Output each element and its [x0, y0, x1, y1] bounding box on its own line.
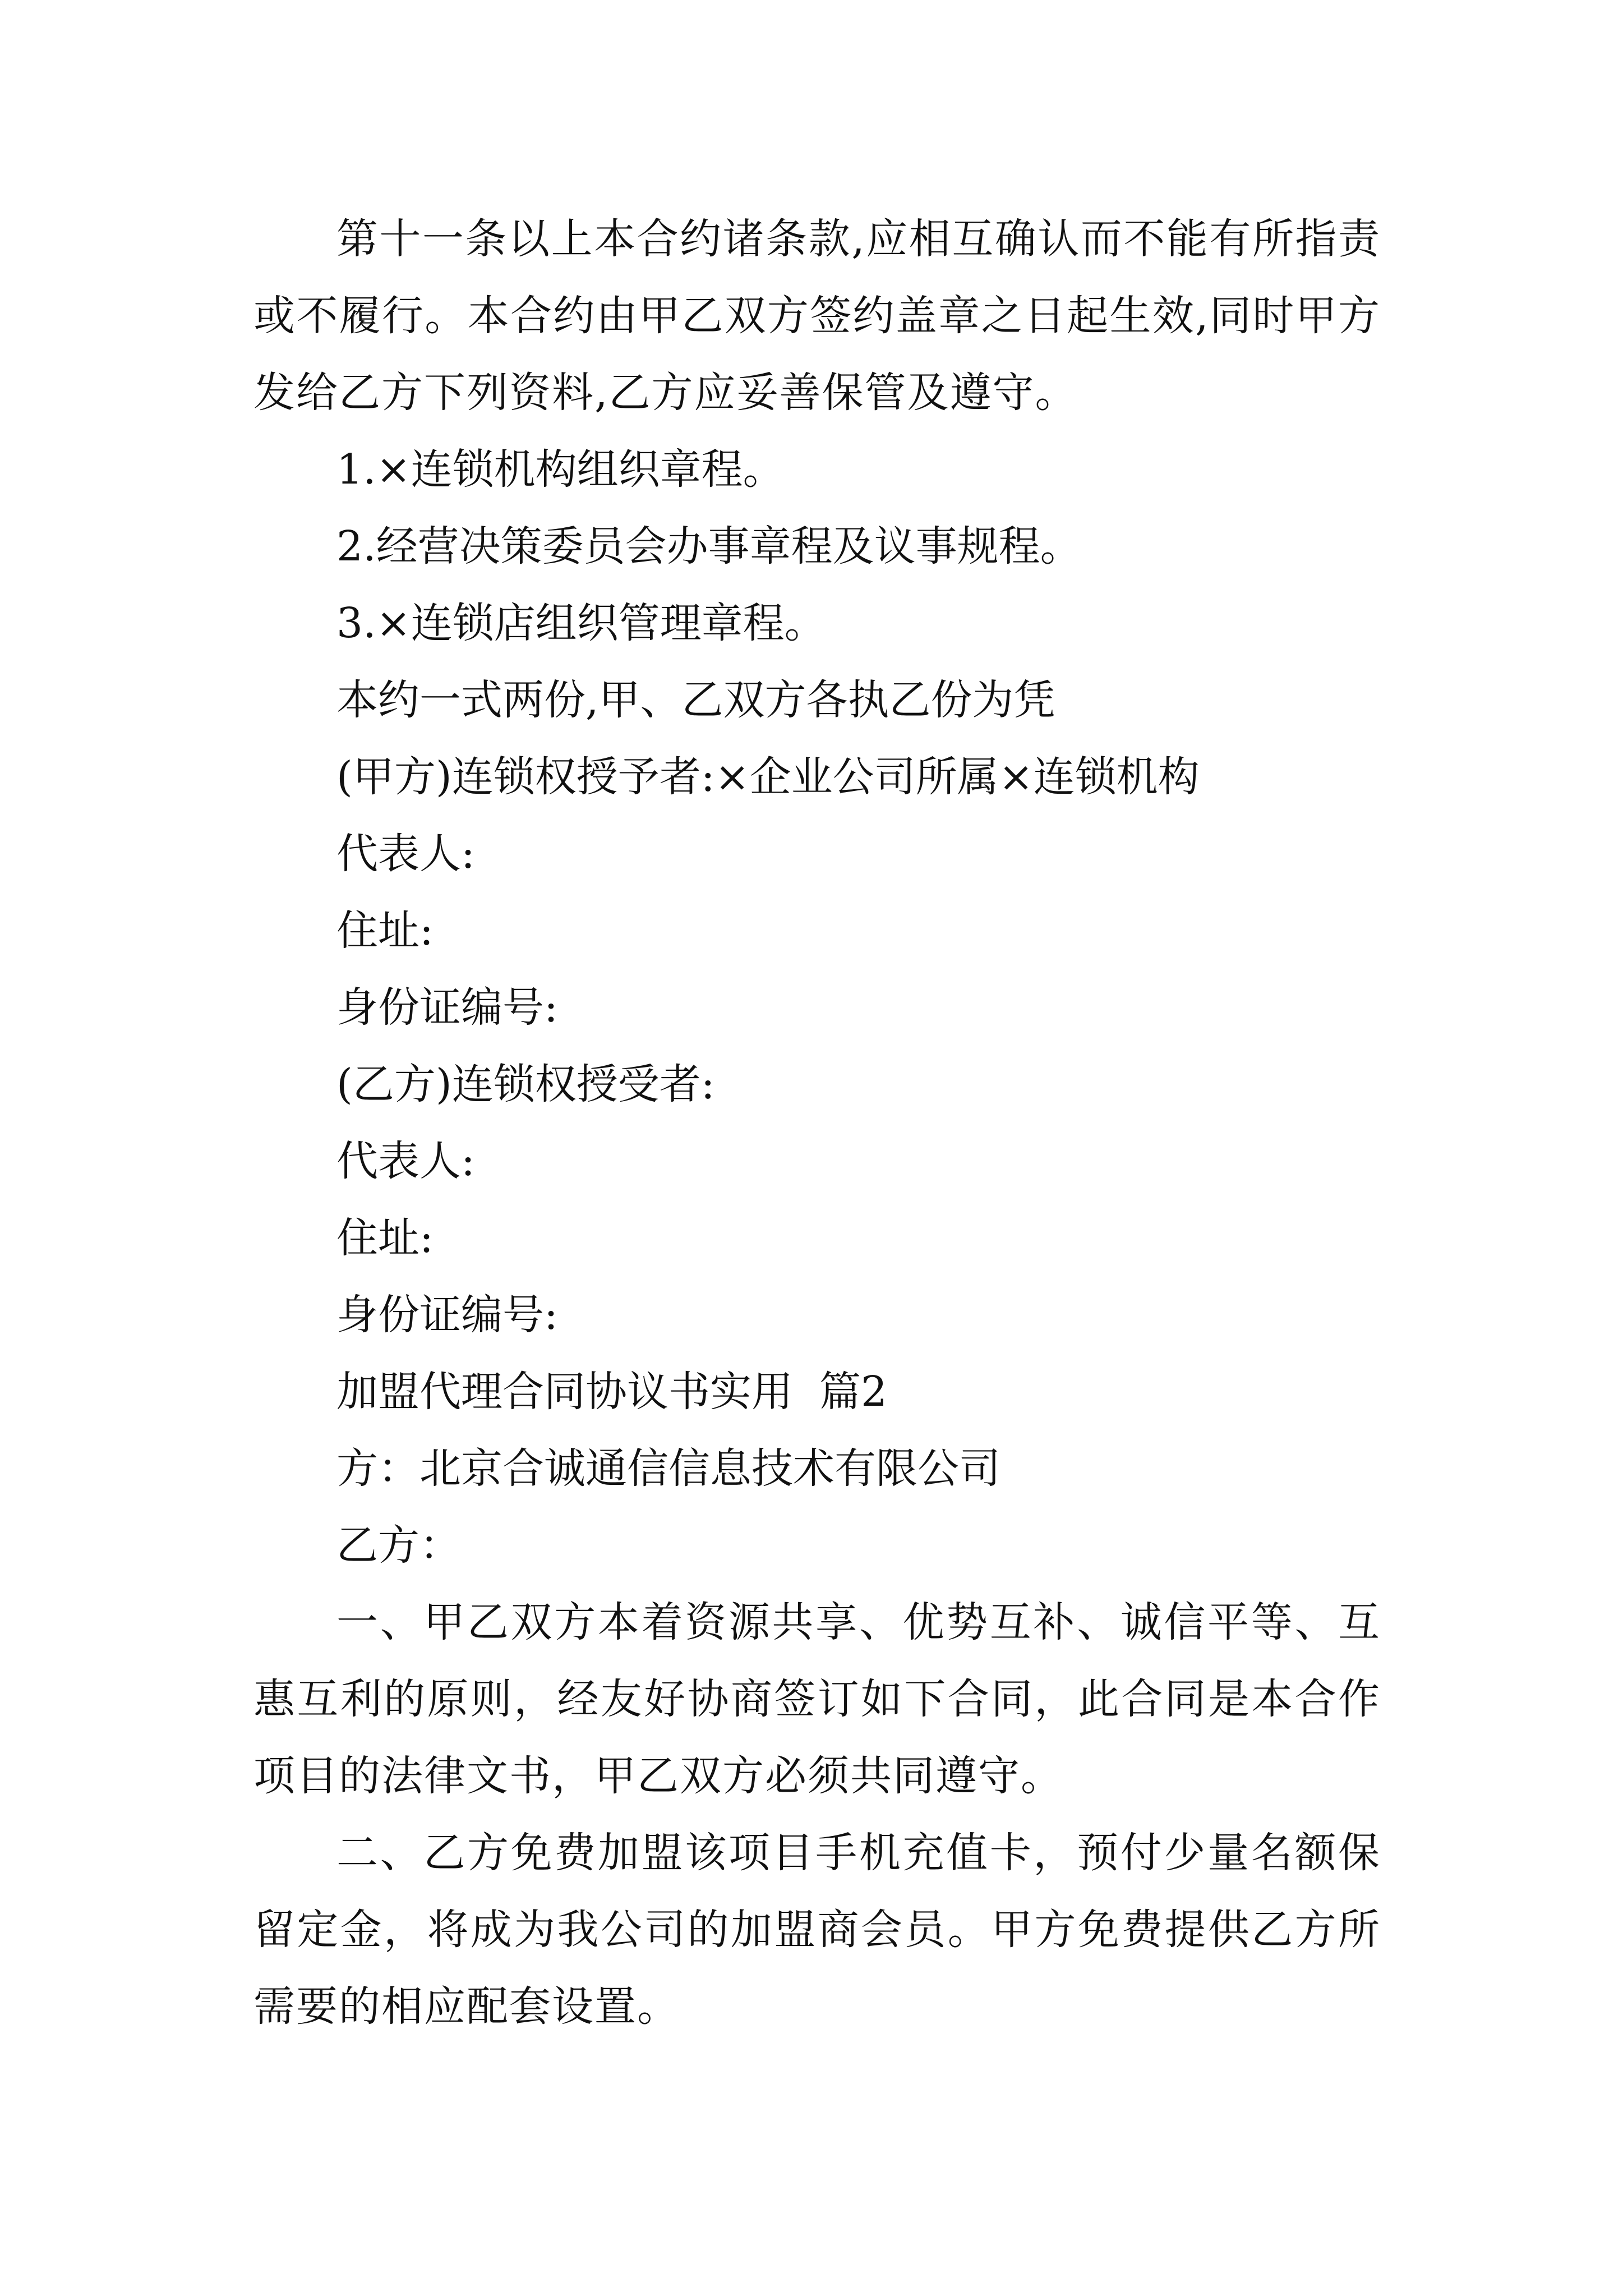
party-b-id-number: 身份证编号:	[336, 1291, 558, 1339]
party-a-label: (甲方)连锁权授予者:×企业公司所属×连锁机构	[336, 753, 1200, 801]
clause-1: 一、甲乙双方本着资源共享、优势互补、诚信平等、互惠互利的原则，经友好协商签订如下合同，此合同是本合作项目的法律文书，甲乙双方必须共同遵守。	[253, 1598, 1381, 1800]
list-item-3: 3.×连锁店组织管理章程。	[336, 599, 826, 647]
party-b-representative: 代表人:	[336, 1137, 475, 1185]
party-a-company: 方：北京合诚通信信息技术有限公司	[336, 1444, 1000, 1493]
copies-statement: 本约一式两份,甲、乙双方各执乙份为凭	[336, 676, 1055, 724]
party-a-representative: 代表人:	[336, 830, 475, 878]
party-b-address: 住址:	[336, 1214, 434, 1262]
party-b-company: 乙方：	[336, 1521, 461, 1570]
paragraph-article-11: 第十一条以上本合约诸条款,应相互确认而不能有所指责或不履行。本合约由甲乙双方签约盖章之日起生效,同时甲方发给乙方下列资料,乙方应妥善保管及遵守。	[253, 215, 1381, 417]
party-a-address: 住址:	[336, 907, 434, 955]
party-b-label: (乙方)连锁权授受者:	[336, 1060, 715, 1108]
party-a-id-number: 身份证编号:	[336, 983, 558, 1032]
list-item-1: 1.×连锁机构组织章程。	[336, 445, 785, 494]
list-item-2: 2.经营决策委员会办事章程及议事规程。	[336, 522, 1082, 570]
section-heading: 加盟代理合同协议书实用 篇2	[336, 1368, 888, 1416]
document-body	[253, 201, 1381, 2045]
clause-2: 二、乙方免费加盟该项目手机充值卡，预付少量名额保留定金，将成为我公司的加盟商会员。甲方免费提供乙方所需要的相应配套设置。	[253, 1829, 1381, 2031]
